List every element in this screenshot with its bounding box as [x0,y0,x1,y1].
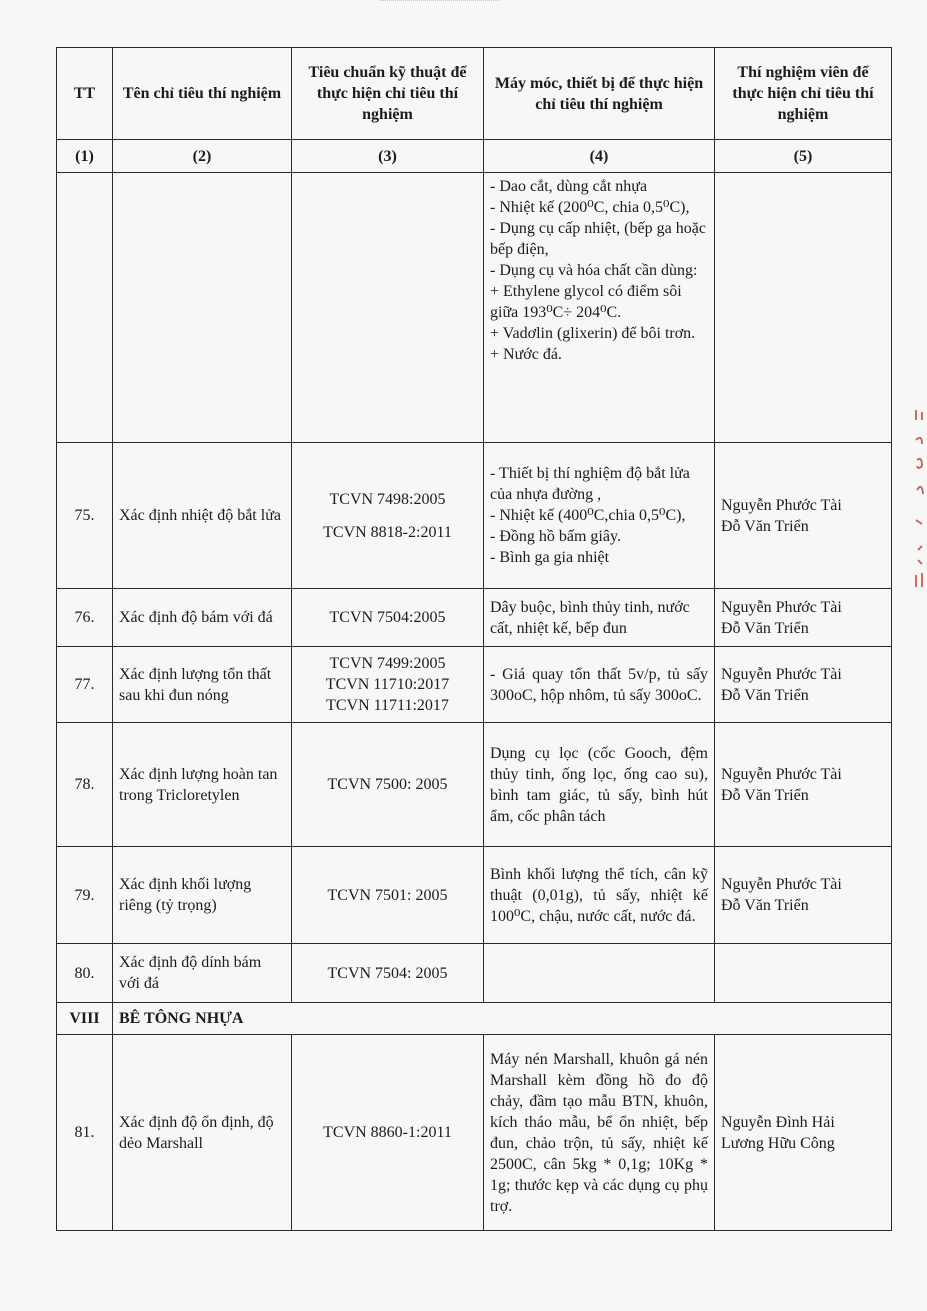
table-row-78 [57,723,892,847]
header-standard: Tiêu chuẩn kỹ thuật để thực hiện chỉ tiêu thí nghiệm [292,48,484,140]
row-tt: 81. [57,1035,113,1231]
staff-name: Nguyễn Đình Hải [721,1113,835,1131]
staff-name: Đỗ Văn Triển [721,686,809,704]
row-standards [292,847,484,944]
header-name: Tên chỉ tiêu thí nghiệm [113,48,292,140]
row-equipment [484,723,715,847]
staff-name: Nguyễn Phước Tài [721,598,842,616]
row-name: Xác định độ dính bám với đá [113,944,292,1003]
row-staff [715,944,892,1003]
row-tt: 77. [57,647,113,723]
equipment-line: - Dao cắt, dùng cắt nhựa [490,178,648,195]
equipment-line: + Vadơlin (glixerin) để bôi trơn. [490,325,696,342]
row-staff [715,647,892,723]
test-items-table [56,47,892,1231]
header-equipment: Máy móc, thiết bị để thực hiện chỉ tiêu thí nghiệm [484,48,715,140]
equipment-line: + Ethylene glycol có điểm sôi giữa 193⁰C÷ 204⁰C. [490,283,682,321]
row-name: Xác định nhiệt độ bắt lửa [113,443,292,589]
standard: TCVN 7500: 2005 [327,776,448,793]
staff-name: Nguyễn Phước Tài [721,765,842,783]
row-standards [292,944,484,1003]
num-1: (1) [57,140,113,173]
row-staff [715,847,892,944]
table-row-79 [57,847,892,944]
staff-name: Đỗ Văn Triển [721,897,809,914]
num-2: (2) [113,140,292,173]
equipment-line: - Giá quay tổn thất 5v/p, tủ sấy 300oC, hộp nhôm, tủ sấy 300oC. [490,665,708,704]
row-tt: 79. [57,847,113,944]
equipment-line: Máy nén Marshall, khuôn gá nén Marshall kèm đồng hồ đo độ chảy, đầm tạo mẫu BTN, khuôn, kích tháo mẫu, bể ổn nhiệt, bếp đun, chảo trộn, tủ sấy, nhiệt kế 2500C, cân 5kg * 0,1g; 10Kg * 1g; thước kẹp và các dụng cụ phụ trợ. [490,1050,708,1215]
equipment-line: Bình khối lượng thể tích, cân kỹ thuật (0,01g), tủ sấy, nhiệt kế 100⁰C, chậu, nước cất, nước đá. [490,865,708,925]
row-equipment [484,1035,715,1231]
equipment-line: + Nước đá. [490,346,562,363]
row-standards [292,723,484,847]
row-name: Xác định lượng hoàn tan trong Tricloretylen [113,723,292,847]
equipment-line: - Thiết bị thí nghiệm độ bắt lửa của nhựa đường , [490,465,690,503]
header-staff: Thí nghiệm viên để thực hiện chỉ tiêu thí nghiệm [715,48,892,140]
cont-name [113,173,292,443]
cont-staff [715,173,892,443]
row-staff [715,589,892,647]
table-row-80 [57,944,892,1003]
equipment-line: - Dụng cụ và hóa chất cần dùng: [490,262,698,279]
staff-name: Nguyễn Phước Tài [721,496,842,514]
row-name: Xác định lượng tổn thất sau khi đun nóng [113,647,292,723]
row-standards [292,647,484,723]
standard: TCVN 7501: 2005 [327,886,448,904]
num-3: (3) [292,140,484,173]
row-tt: 76. [57,589,113,647]
standard: TCVN 8818-2:2011 [323,523,452,541]
table-row-81 [57,1035,892,1231]
equipment-line: - Nhiệt kế (400⁰C,chia 0,5⁰C), [490,507,686,524]
section-row [57,1003,892,1035]
staff-name: Đỗ Văn Triển [721,619,809,637]
section-title: BÊ TÔNG NHỰA [113,1003,892,1035]
row-name: Xác định độ bám với đá [113,589,292,647]
equipment-line: - Nhiệt kế (200⁰C, chia 0,5⁰C), [490,199,690,216]
table-row-75 [57,443,892,589]
standard: TCVN 11710:2017 [325,676,450,693]
row-name: Xác định khối lượng riêng (tỷ trọng) [113,847,292,944]
standard: TCVN 8860-1:2011 [323,1124,452,1141]
edge-stamp-mark [913,410,925,590]
header-tt: TT [57,48,113,140]
table-header-row [57,48,892,140]
num-5: (5) [715,140,892,173]
cont-tt [57,173,113,443]
standard: TCVN 7504: 2005 [327,964,448,982]
staff-name: Nguyễn Phước Tài [721,876,842,893]
equipment-line: - Đồng hồ bấm giây. [490,528,621,545]
staff-name: Nguyễn Phước Tài [721,665,842,683]
equipment-line: Dụng cụ lọc (cốc Gooch, đệm thủy tinh, ống lọc, ống cao su), bình tam giác, tủ sấy, bình hút ẩm, cốc phân tách [490,744,708,825]
staff-name: Lương Hữu Công [721,1134,835,1152]
num-4: (4) [484,140,715,173]
cont-equipment [484,173,715,443]
staff-name: Đỗ Văn Triển [721,517,809,535]
scan-artifact [380,0,500,5]
row-staff [715,1035,892,1231]
row-standards [292,1035,484,1231]
row-tt: 80. [57,944,113,1003]
standard: TCVN 7504:2005 [329,609,446,626]
equipment-line: Dây buộc, bình thủy tinh, nước cất, nhiệt kế, bếp đun [490,598,690,637]
row-equipment [484,589,715,647]
cont-standard [292,173,484,443]
row-equipment [484,847,715,944]
table-row-76 [57,589,892,647]
row-standards [292,443,484,589]
row-staff [715,443,892,589]
row-equipment [484,647,715,723]
row-name: Xác định độ ổn định, độ dẻo Marshall [113,1035,292,1231]
standard: TCVN 11711:2017 [326,697,449,714]
row-tt: 75. [57,443,113,589]
row-standards [292,589,484,647]
staff-name: Đỗ Văn Triển [721,786,809,804]
standard: TCVN 7498:2005 [329,490,446,508]
row-equipment [484,944,715,1003]
table-row-77 [57,647,892,723]
continuation-row [57,173,892,443]
section-number: VIII [57,1003,113,1035]
row-staff [715,723,892,847]
standard: TCVN 7499:2005 [329,655,446,672]
numbering-row [57,140,892,173]
equipment-line: - Dụng cụ cấp nhiệt, (bếp ga hoặc bếp điện, [490,220,706,258]
equipment-line: - Bình ga gia nhiệt [490,549,610,566]
row-equipment [484,443,715,589]
row-tt: 78. [57,723,113,847]
